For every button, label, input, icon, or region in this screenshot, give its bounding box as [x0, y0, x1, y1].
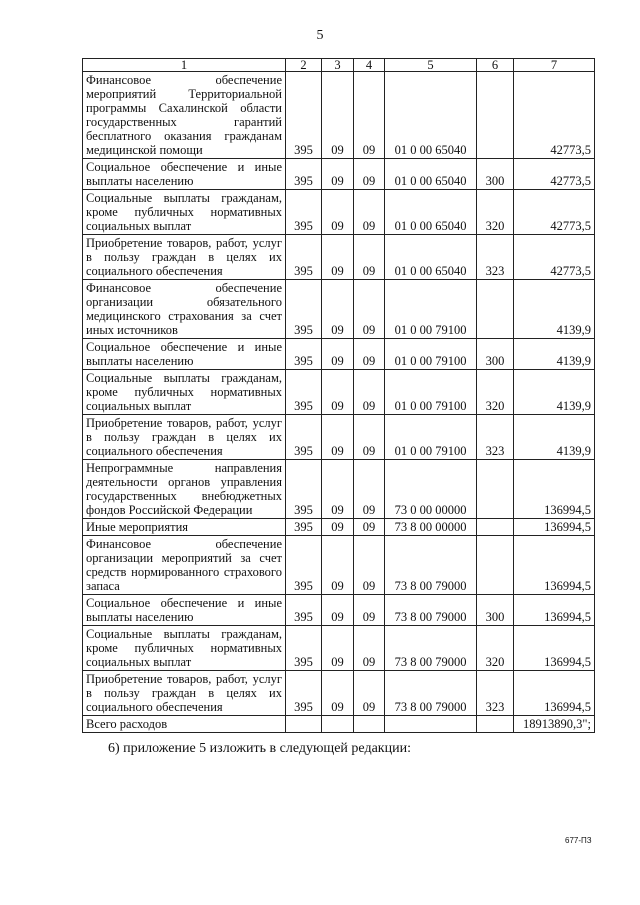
column-header: 2 — [286, 59, 322, 72]
subsection-cell: 09 — [354, 671, 385, 716]
expense-type-cell — [477, 280, 514, 339]
section-cell: 09 — [322, 235, 354, 280]
target-article-cell: 01 0 00 65040 — [385, 235, 477, 280]
section-cell: 09 — [322, 415, 354, 460]
sum-cell: 136994,5 — [514, 626, 595, 671]
section-cell: 09 — [322, 519, 354, 536]
target-article-cell: 73 8 00 79000 — [385, 626, 477, 671]
row-name-cell: Социальные выплаты гражданам, кроме публичных нормативных социальных выплат — [83, 190, 286, 235]
target-article-cell: 01 0 00 65040 — [385, 159, 477, 190]
table-row — [83, 519, 595, 536]
grbs-cell: 395 — [286, 72, 322, 159]
total-label: Всего расходов — [83, 716, 286, 733]
expense-type-cell — [477, 72, 514, 159]
target-article-cell: 73 8 00 79000 — [385, 536, 477, 595]
sum-cell: 136994,5 — [514, 671, 595, 716]
table-row — [83, 415, 595, 460]
subsection-cell: 09 — [354, 159, 385, 190]
grbs-cell: 395 — [286, 190, 322, 235]
sum-cell: 42773,5 — [514, 159, 595, 190]
section-cell: 09 — [322, 159, 354, 190]
total-empty-cell — [286, 716, 322, 733]
sum-cell: 4139,9 — [514, 370, 595, 415]
table-row — [83, 536, 595, 595]
section-cell: 09 — [322, 460, 354, 519]
expense-type-cell: 323 — [477, 671, 514, 716]
row-name-cell: Приобретение товаров, работ, услуг в пользу граждан в целях их социального обеспечения — [83, 415, 286, 460]
subsection-cell: 09 — [354, 339, 385, 370]
grbs-cell: 395 — [286, 159, 322, 190]
grbs-cell: 395 — [286, 415, 322, 460]
subsection-cell: 09 — [354, 235, 385, 280]
subsection-cell: 09 — [354, 72, 385, 159]
row-name-cell: Финансовое обеспечение организации обязательного медицинского страхования за счет иных источников — [83, 280, 286, 339]
sum-cell: 42773,5 — [514, 190, 595, 235]
column-header: 3 — [322, 59, 354, 72]
sum-cell: 136994,5 — [514, 595, 595, 626]
sum-cell: 42773,5 — [514, 72, 595, 159]
grbs-cell: 395 — [286, 671, 322, 716]
subsection-cell: 09 — [354, 370, 385, 415]
section-cell: 09 — [322, 190, 354, 235]
sum-cell: 4139,9 — [514, 280, 595, 339]
target-article-cell: 01 0 00 65040 — [385, 190, 477, 235]
row-name-cell: Финансовое обеспечение организации мероприятий за счет средств нормированного страхового запаса — [83, 536, 286, 595]
subsection-cell: 09 — [354, 190, 385, 235]
row-name-cell: Приобретение товаров, работ, услуг в пользу граждан в целях их социального обеспечения — [83, 235, 286, 280]
sum-cell: 42773,5 — [514, 235, 595, 280]
target-article-cell: 01 0 00 79100 — [385, 415, 477, 460]
table-row — [83, 370, 595, 415]
row-name-cell: Финансовое обеспечение мероприятий Территориальной программы Сахалинской области государственных гарантий бесплатного оказания гражданам медицинской помощи — [83, 72, 286, 159]
target-article-cell: 01 0 00 79100 — [385, 280, 477, 339]
section-cell: 09 — [322, 72, 354, 159]
sum-cell: 4139,9 — [514, 339, 595, 370]
subsection-cell: 09 — [354, 626, 385, 671]
grbs-cell: 395 — [286, 460, 322, 519]
document-code: 677-ПЗ — [565, 836, 592, 845]
sum-cell: 4139,9 — [514, 415, 595, 460]
column-header: 4 — [354, 59, 385, 72]
subsection-cell: 09 — [354, 415, 385, 460]
sum-cell: 136994,5 — [514, 519, 595, 536]
row-name-cell: Социальное обеспечение и иные выплаты населению — [83, 339, 286, 370]
grbs-cell: 395 — [286, 370, 322, 415]
section-cell: 09 — [322, 671, 354, 716]
expense-type-cell: 320 — [477, 626, 514, 671]
section-cell: 09 — [322, 626, 354, 671]
instruction-text: 6) приложение 5 изложить в следующей редакции: — [108, 741, 411, 756]
expense-type-cell — [477, 460, 514, 519]
target-article-cell: 01 0 00 65040 — [385, 72, 477, 159]
table-row — [83, 626, 595, 671]
subsection-cell: 09 — [354, 460, 385, 519]
column-header: 1 — [83, 59, 286, 72]
target-article-cell: 73 8 00 79000 — [385, 671, 477, 716]
subsection-cell: 09 — [354, 280, 385, 339]
grbs-cell: 395 — [286, 595, 322, 626]
section-cell: 09 — [322, 280, 354, 339]
budget-table — [82, 58, 595, 733]
row-name-cell: Социальные выплаты гражданам, кроме публичных нормативных социальных выплат — [83, 626, 286, 671]
total-row — [83, 716, 595, 733]
table-row — [83, 595, 595, 626]
table-row — [83, 460, 595, 519]
row-name-cell: Приобретение товаров, работ, услуг в пользу граждан в целях их социального обеспечения — [83, 671, 286, 716]
table-row — [83, 339, 595, 370]
grbs-cell: 395 — [286, 519, 322, 536]
target-article-cell: 73 0 00 00000 — [385, 460, 477, 519]
column-header: 7 — [514, 59, 595, 72]
target-article-cell: 01 0 00 79100 — [385, 339, 477, 370]
expense-type-cell: 300 — [477, 595, 514, 626]
table-row — [83, 671, 595, 716]
column-header: 5 — [385, 59, 477, 72]
table-row — [83, 235, 595, 280]
grbs-cell: 395 — [286, 536, 322, 595]
sum-cell: 136994,5 — [514, 460, 595, 519]
sum-cell: 136994,5 — [514, 536, 595, 595]
subsection-cell: 09 — [354, 595, 385, 626]
row-name-cell: Социальное обеспечение и иные выплаты населению — [83, 595, 286, 626]
target-article-cell: 73 8 00 79000 — [385, 595, 477, 626]
total-empty-cell — [354, 716, 385, 733]
grbs-cell: 395 — [286, 339, 322, 370]
section-cell: 09 — [322, 595, 354, 626]
subsection-cell: 09 — [354, 519, 385, 536]
total-empty-cell — [322, 716, 354, 733]
page-number: 5 — [316, 28, 324, 43]
table-body — [83, 72, 595, 716]
section-cell: 09 — [322, 339, 354, 370]
section-cell: 09 — [322, 536, 354, 595]
row-name-cell: Иные мероприятия — [83, 519, 286, 536]
subsection-cell: 09 — [354, 536, 385, 595]
target-article-cell: 73 8 00 00000 — [385, 519, 477, 536]
table-row — [83, 72, 595, 159]
row-name-cell: Непрограммные направления деятельности органов управления государственных внебюджетных фондов Российской Федерации — [83, 460, 286, 519]
column-header: 6 — [477, 59, 514, 72]
expense-type-cell: 320 — [477, 370, 514, 415]
grbs-cell: 395 — [286, 280, 322, 339]
grbs-cell: 395 — [286, 235, 322, 280]
row-name-cell: Социальные выплаты гражданам, кроме публичных нормативных социальных выплат — [83, 370, 286, 415]
table-row — [83, 190, 595, 235]
expense-type-cell: 300 — [477, 339, 514, 370]
table-row — [83, 159, 595, 190]
expense-type-cell: 320 — [477, 190, 514, 235]
expense-type-cell: 323 — [477, 415, 514, 460]
grbs-cell: 395 — [286, 626, 322, 671]
total-value: 18913890,3"; — [514, 716, 595, 733]
expense-type-cell — [477, 519, 514, 536]
table-row — [83, 280, 595, 339]
header-row — [83, 59, 595, 72]
section-cell: 09 — [322, 370, 354, 415]
expense-type-cell: 300 — [477, 159, 514, 190]
total-empty-cell — [477, 716, 514, 733]
target-article-cell: 01 0 00 79100 — [385, 370, 477, 415]
expense-type-cell: 323 — [477, 235, 514, 280]
expense-type-cell — [477, 536, 514, 595]
row-name-cell: Социальное обеспечение и иные выплаты населению — [83, 159, 286, 190]
total-empty-cell — [385, 716, 477, 733]
